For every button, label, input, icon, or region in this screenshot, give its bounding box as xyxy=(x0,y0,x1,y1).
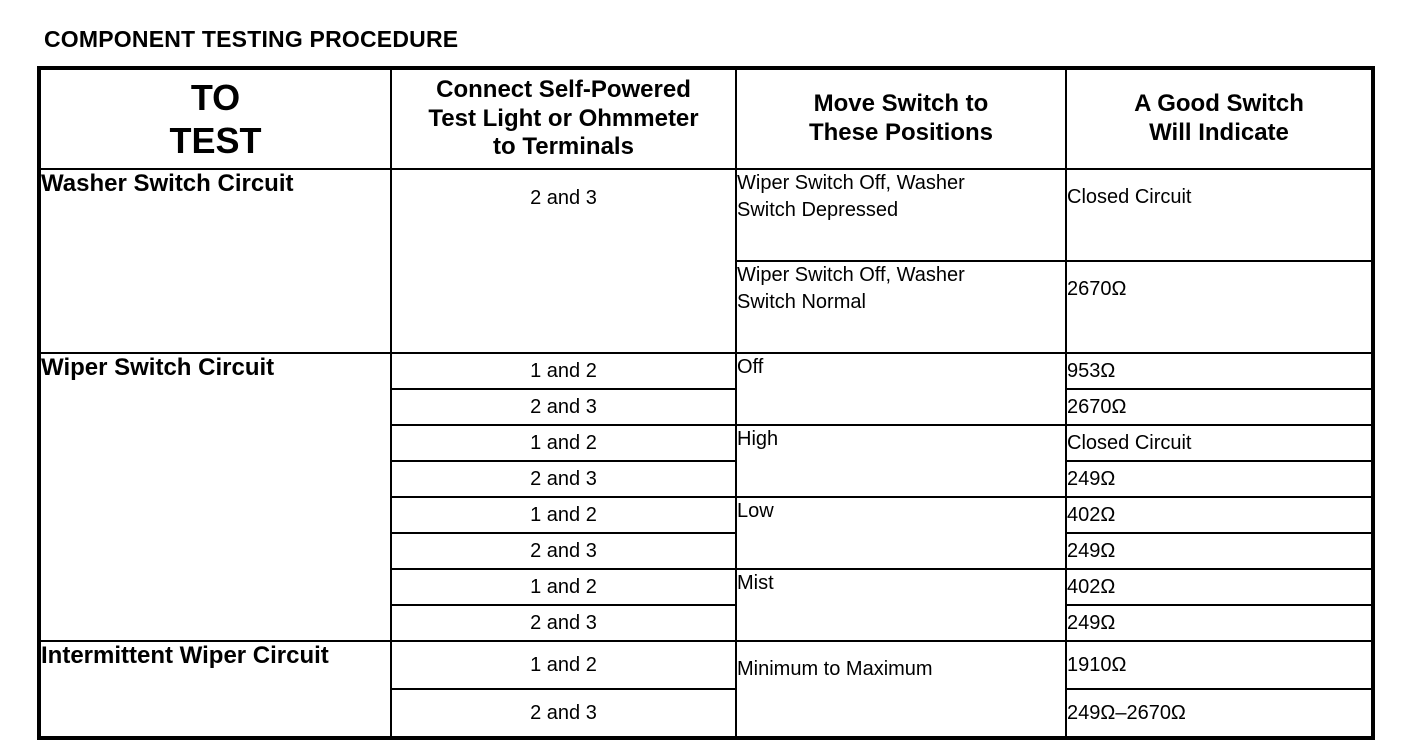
position-cell: High xyxy=(736,425,1066,497)
terminals-cell: 2 and 3 xyxy=(391,533,736,569)
terminals-cell: 1 and 2 xyxy=(391,569,736,605)
indicate-cell: 402Ω xyxy=(1066,569,1373,605)
header-good-switch: A Good Switch Will Indicate xyxy=(1066,68,1373,169)
position-cell: Mist xyxy=(736,569,1066,641)
position-cell: Minimum to Maximum xyxy=(736,641,1066,738)
test-name-wiper: Wiper Switch Circuit xyxy=(39,353,391,641)
component-testing-table xyxy=(37,66,1375,740)
indicate-cell: 953Ω xyxy=(1066,353,1373,389)
table-row xyxy=(39,353,1373,389)
position-cell: Low xyxy=(736,497,1066,569)
indicate-cell: 2670Ω xyxy=(1066,261,1373,353)
page-title: COMPONENT TESTING PROCEDURE xyxy=(44,26,459,52)
indicate-cell: Closed Circuit xyxy=(1066,169,1373,261)
indicate-cell: 249Ω–2670Ω xyxy=(1066,689,1373,738)
terminals-cell: 2 and 3 xyxy=(391,605,736,641)
indicate-cell: 249Ω xyxy=(1066,461,1373,497)
terminals-cell: 2 and 3 xyxy=(391,169,736,353)
terminals-cell: 1 and 2 xyxy=(391,497,736,533)
indicate-cell: 402Ω xyxy=(1066,497,1373,533)
test-name-washer: Washer Switch Circuit xyxy=(39,169,391,353)
indicate-cell: 1910Ω xyxy=(1066,641,1373,689)
header-move-switch: Move Switch to These Positions xyxy=(736,68,1066,169)
table-row xyxy=(39,641,1373,689)
indicate-cell: Closed Circuit xyxy=(1066,425,1373,461)
terminals-cell: 1 and 2 xyxy=(391,425,736,461)
terminals-cell: 2 and 3 xyxy=(391,389,736,425)
indicate-cell: 249Ω xyxy=(1066,533,1373,569)
position-cell: Wiper Switch Off, Washer Switch Depressed xyxy=(736,169,1066,261)
terminals-cell: 1 and 2 xyxy=(391,353,736,389)
test-name-intermittent: Intermittent Wiper Circuit xyxy=(39,641,391,738)
header-row xyxy=(39,68,1373,169)
indicate-cell: 249Ω xyxy=(1066,605,1373,641)
header-to-test: TO TEST xyxy=(39,68,391,169)
terminals-cell: 2 and 3 xyxy=(391,461,736,497)
header-connect-terminals: Connect Self-Powered Test Light or Ohmmeter to Terminals xyxy=(391,68,736,169)
terminals-cell: 1 and 2 xyxy=(391,641,736,689)
table-row xyxy=(39,169,1373,261)
terminals-cell: 2 and 3 xyxy=(391,689,736,738)
indicate-cell: 2670Ω xyxy=(1066,389,1373,425)
position-cell: Wiper Switch Off, Washer Switch Normal xyxy=(736,261,1066,353)
position-cell: Off xyxy=(736,353,1066,425)
